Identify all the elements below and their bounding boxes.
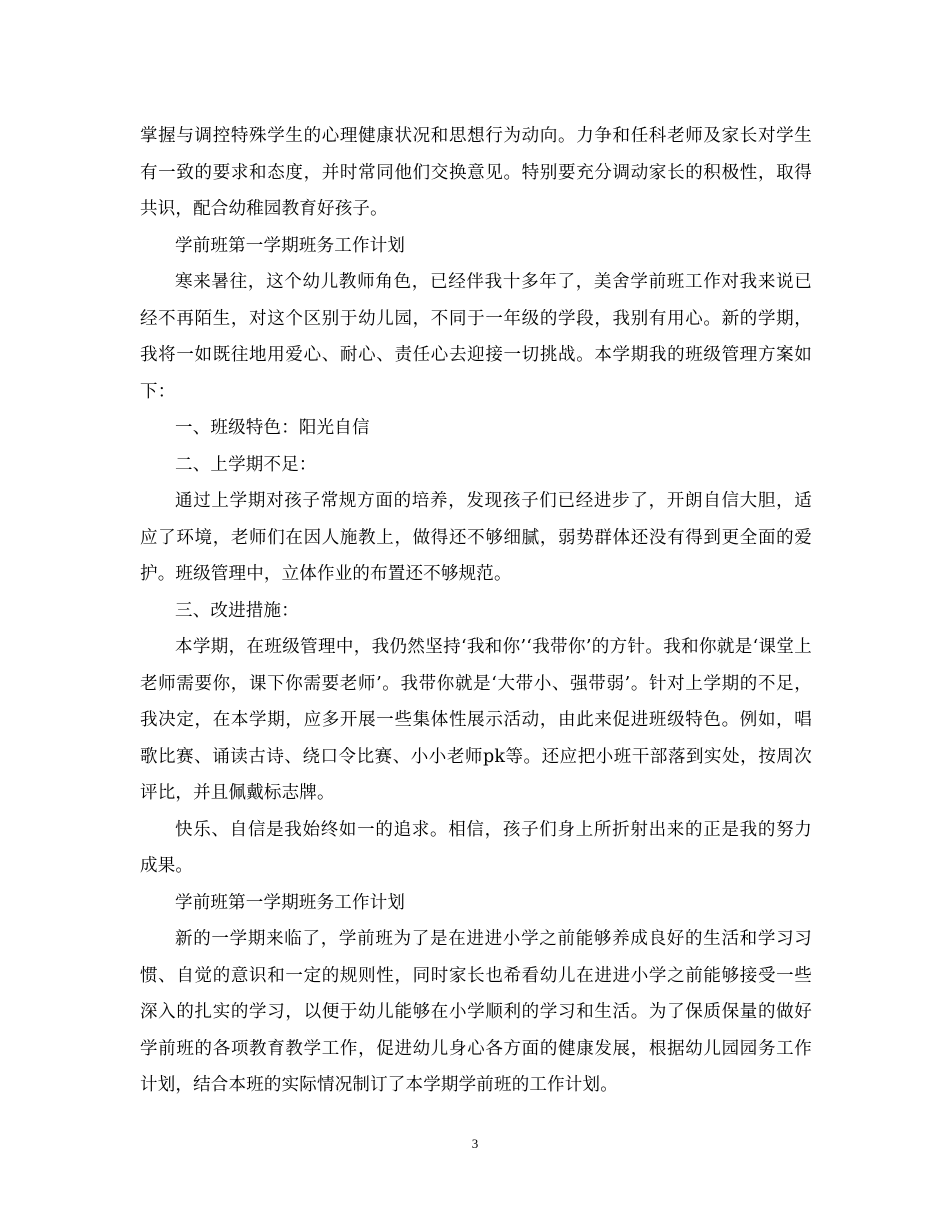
document-body (140, 118, 812, 1104)
page-number: 3 (471, 1136, 479, 1151)
paragraph: 快乐、自信是我始终如一的追求。相信，孩子们身上所折射出来的正是我的努力成果。 (140, 819, 812, 876)
paragraph: 本学期，在班级管理中，我仍然坚持‘我和你’‘我带你’的方针。我和你就是‘课堂上老师需要你，课下你需要老师’。我带你就是‘大带小、强带弱’。针对上学期的不足，我决定，在本学期，应多开展一些集体性展示活动，由此来促进班级特色。例如，唱歌比赛、诵读古诗、绕口令比赛、小小老师pk等。还应把小班干部落到实处，按周次评比，并且佩戴标志牌。 (140, 637, 812, 803)
paragraph: 寒来暑往，这个幼儿教师角色，已经伴我十多年了，美舍学前班工作对我来说已经不再陌生，对这个区别于幼儿园，不同于一年级的学段，我别有用心。新的学期，我将一如既往地用爱心、耐心、责任心去迎接一切挑战。本学期我的班级管理方案如下： (140, 272, 812, 402)
list-heading: 三、改进措施： (175, 600, 299, 621)
section-heading: 学前班第一学期班务工作计划 (175, 235, 406, 256)
paragraph-intro: 掌握与调控特殊学生的心理健康状况和思想行为动向。力争和任科老师及家长对学生有一致的要求和态度，并时常同他们交换意见。特别要充分调动家长的积极性，取得共识，配合幼稚园教育好孩子。 (140, 126, 812, 219)
paragraph: 新的一学期来临了，学前班为了是在进进小学之前能够养成良好的生活和学习习惯、自觉的意识和一定的规则性，同时家长也希看幼儿在进进小学之前能够接受一些深入的扎实的学习，以便于幼儿能够在小学顺利的学习和生活。为了保质保量的做好学前班的各项教育教学工作，促进幼儿身心各方面的健康发展，根据幼儿园园务工作计划，结合本班的实际情况制订了本学期学前班的工作计划。 (140, 929, 812, 1095)
section-heading: 学前班第一学期班务工作计划 (175, 892, 406, 913)
paragraph: 通过上学期对孩子常规方面的培养，发现孩子们已经进步了，开朗自信大胆，适应了环境，老师们在因人施教上，做得还不够细腻，弱势群体还没有得到更全面的爱护。班级管理中，立体作业的布置还不够规范。 (140, 491, 812, 584)
list-heading: 二、上学期不足： (175, 454, 317, 475)
list-heading: 一、班级特色：阳光自信 (175, 418, 370, 438)
